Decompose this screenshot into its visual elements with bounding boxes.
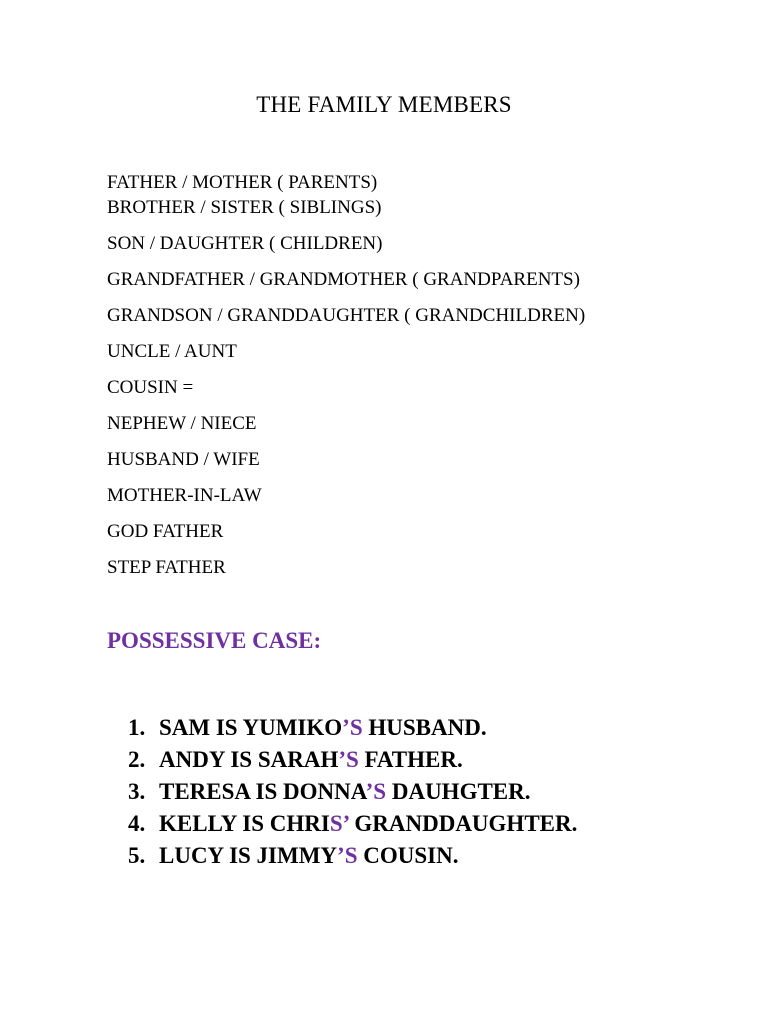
example-sentence bbox=[159, 715, 487, 741]
example-number: 3. bbox=[128, 779, 146, 804]
vocab-item: FATHER / MOTHER ( PARENTS) bbox=[107, 172, 378, 193]
example-number: 5. bbox=[128, 843, 146, 868]
example-text: TERESA IS DONNA bbox=[159, 779, 366, 804]
example-text: LUCY IS JIMMY bbox=[159, 843, 338, 868]
example-sentence bbox=[159, 747, 463, 773]
example-text: KELLY IS CHRI bbox=[159, 811, 330, 836]
vocab-item: BROTHER / SISTER ( SIBLINGS) bbox=[107, 197, 382, 218]
example-text: FATHER. bbox=[358, 747, 463, 772]
possessive-marker: ’S bbox=[342, 715, 363, 740]
vocab-item: GOD FATHER bbox=[107, 521, 224, 542]
example-number: 2. bbox=[128, 747, 146, 772]
vocab-item: GRANDSON / GRANDDAUGHTER ( GRANDCHILDREN) bbox=[107, 305, 586, 326]
vocab-item: SON / DAUGHTER ( CHILDREN) bbox=[107, 233, 383, 254]
vocab-item: MOTHER-IN-LAW bbox=[107, 485, 262, 506]
vocab-item: STEP FATHER bbox=[107, 557, 226, 578]
example-sentence bbox=[159, 843, 458, 869]
possessive-marker: ’S bbox=[338, 747, 359, 772]
possessive-marker: ’S bbox=[337, 843, 358, 868]
example-number: 4. bbox=[128, 811, 146, 836]
example-text: SAM IS YUMIKO bbox=[159, 715, 343, 740]
possessive-marker: ’S bbox=[365, 779, 387, 804]
vocab-item: NEPHEW / NIECE bbox=[107, 413, 257, 434]
vocab-item: HUSBAND / WIFE bbox=[107, 449, 260, 470]
example-text: DAUHGTER. bbox=[386, 779, 531, 804]
example-text: GRANDDAUGHTER. bbox=[348, 811, 578, 836]
example-sentence bbox=[159, 811, 577, 837]
example-text: COUSIN. bbox=[357, 843, 459, 868]
example-text: ANDY IS SARAH bbox=[159, 747, 339, 772]
section-heading: POSSESSIVE CASE: bbox=[107, 628, 322, 653]
vocab-item: COUSIN = bbox=[107, 377, 194, 398]
example-text: HUSBAND. bbox=[362, 715, 487, 740]
example-number: 1. bbox=[128, 715, 146, 740]
example-sentence bbox=[159, 779, 531, 805]
vocab-item: GRANDFATHER / GRANDMOTHER ( GRANDPARENTS) bbox=[107, 269, 580, 290]
possessive-marker: S’ bbox=[329, 811, 349, 836]
vocab-item: UNCLE / AUNT bbox=[107, 341, 237, 362]
document-title: THE FAMILY MEMBERS bbox=[256, 92, 512, 117]
